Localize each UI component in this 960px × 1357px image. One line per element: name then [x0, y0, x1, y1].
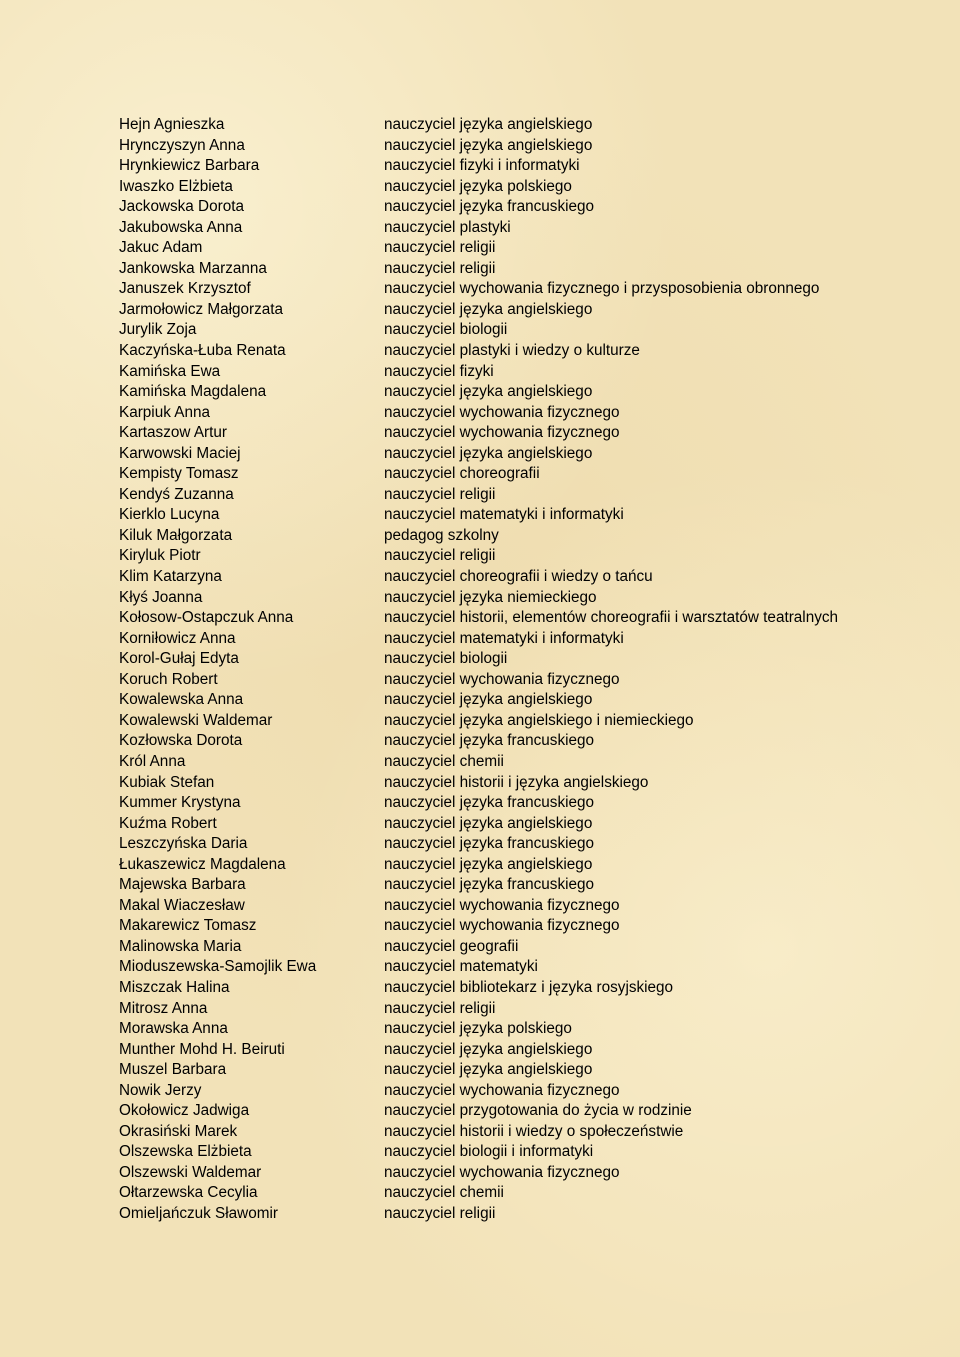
staff-name: Jakubowska Anna: [119, 218, 243, 236]
staff-row: [0, 916, 960, 937]
staff-name: Olszewski Waldemar: [119, 1163, 262, 1181]
staff-role: nauczyciel języka angielskiego: [384, 116, 593, 133]
staff-name: Kowalewska Anna: [119, 691, 244, 709]
staff-role: nauczyciel religii: [384, 547, 496, 565]
staff-row: [0, 1183, 960, 1204]
staff-row: [0, 403, 960, 424]
staff-role: nauczyciel chemii: [384, 752, 504, 770]
staff-role: nauczyciel języka angielskiego: [384, 855, 593, 873]
staff-name: Iwaszko Elżbieta: [119, 177, 233, 195]
staff-name: Jankowska Marzanna: [119, 259, 267, 277]
staff-name: Karpiuk Anna: [119, 403, 210, 421]
staff-name: Jurylik Zoja: [119, 321, 197, 339]
staff-name: Morawska Anna: [119, 1020, 228, 1038]
staff-role: nauczyciel języka francuskiego: [384, 876, 595, 894]
staff-role: nauczyciel języka polskiego: [384, 177, 572, 195]
staff-row: [0, 115, 960, 136]
staff-row: [0, 957, 960, 978]
staff-name: Hrynkiewicz Barbara: [119, 157, 260, 175]
staff-row: [0, 793, 960, 814]
staff-role: nauczyciel matematyki i informatyki: [384, 506, 624, 524]
staff-row: [0, 731, 960, 752]
staff-name: Kiryluk Piotr: [119, 547, 201, 565]
staff-row: [0, 567, 960, 588]
staff-role: nauczyciel religii: [384, 259, 496, 277]
staff-row: [0, 1163, 960, 1184]
staff-name: Kummer Krystyna: [119, 794, 241, 812]
staff-row: [0, 875, 960, 896]
staff-role: nauczyciel historii, elementów choreografii i warsztatów teatralnych: [384, 609, 839, 627]
staff-role: nauczyciel wychowania fizycznego: [384, 670, 620, 688]
staff-role: nauczyciel geografii: [384, 937, 519, 955]
staff-name: Kłyś Joanna: [119, 588, 203, 606]
staff-role: nauczyciel biologii: [384, 650, 508, 668]
staff-name: Kierklo Lucyna: [119, 506, 220, 524]
staff-row: [0, 444, 960, 465]
staff-row: [0, 136, 960, 157]
staff-role: nauczyciel historii i języka angielskiego: [384, 773, 649, 791]
staff-role: nauczyciel języka francuskiego: [384, 794, 595, 812]
staff-role: nauczyciel historii i wiedzy o społeczeństwie: [384, 1122, 684, 1140]
staff-name: Kuźma Robert: [119, 814, 217, 832]
staff-row: [0, 1142, 960, 1163]
staff-row: [0, 773, 960, 794]
staff-role: nauczyciel wychowania fizycznego: [384, 896, 620, 914]
staff-row: [0, 279, 960, 300]
staff-name: Król Anna: [119, 752, 186, 770]
staff-role: nauczyciel religii: [384, 999, 496, 1017]
staff-name: Kiluk Małgorzata: [119, 526, 233, 544]
staff-role: nauczyciel języka angielskiego: [384, 383, 593, 401]
staff-role: nauczyciel przygotowania do życia w rodzinie: [384, 1102, 692, 1120]
staff-role: nauczyciel języka angielskiego: [384, 814, 593, 832]
staff-name: Kubiak Stefan: [119, 773, 215, 791]
staff-role: nauczyciel wychowania fizycznego: [384, 403, 620, 421]
staff-role: nauczyciel religii: [384, 485, 496, 503]
staff-role: nauczyciel języka francuskiego: [384, 198, 595, 216]
staff-role: nauczyciel języka polskiego: [384, 1020, 572, 1038]
staff-name: Omieljańczuk Sławomir: [119, 1204, 278, 1222]
staff-role: nauczyciel wychowania fizycznego i przysposobienia obronnego: [384, 280, 820, 298]
staff-row: [0, 259, 960, 280]
staff-name: Makarewicz Tomasz: [119, 917, 257, 935]
staff-name: Mitrosz Anna: [119, 999, 208, 1017]
staff-name: Munther Mohd H. Beiruti: [119, 1040, 285, 1058]
staff-row: [0, 937, 960, 958]
staff-row: [0, 1081, 960, 1102]
staff-name: Mioduszewska-Samojlik Ewa: [119, 958, 317, 976]
staff-name: Muszel Barbara: [119, 1061, 227, 1079]
staff-name: Kamińska Magdalena: [119, 383, 267, 401]
staff-name: Hrynczyszyn Anna: [119, 136, 245, 154]
staff-name: Jarmołowicz Małgorzata: [119, 300, 284, 318]
staff-row: [0, 362, 960, 383]
staff-row: [0, 485, 960, 506]
staff-role: nauczyciel matematyki: [384, 958, 538, 976]
staff-role: nauczyciel matematyki i informatyki: [384, 629, 624, 647]
staff-role: nauczyciel religii: [384, 1204, 496, 1222]
staff-role: nauczyciel wychowania fizycznego: [384, 1163, 620, 1181]
staff-role: nauczyciel języka angielskiego: [384, 1040, 593, 1058]
staff-row: [0, 834, 960, 855]
staff-name: Korol-Gułaj Edyta: [119, 650, 239, 668]
staff-row: [0, 978, 960, 999]
staff-name: Hejn Agnieszka: [119, 116, 225, 133]
staff-role: nauczyciel języka francuskiego: [384, 732, 595, 750]
staff-row: [0, 1122, 960, 1143]
staff-row: [0, 711, 960, 732]
staff-row: [0, 197, 960, 218]
staff-name: Olszewska Elżbieta: [119, 1143, 252, 1161]
staff-name: Jakuc Adam: [119, 239, 203, 257]
staff-row: [0, 300, 960, 321]
staff-row: [0, 999, 960, 1020]
staff-name: Kempisty Tomasz: [119, 465, 239, 483]
staff-role: nauczyciel biologii: [384, 321, 508, 339]
staff-name: Kendyś Zuzanna: [119, 485, 234, 503]
staff-row: [0, 670, 960, 691]
staff-role: nauczyciel fizyki: [384, 362, 494, 380]
staff-role: nauczyciel języka angielskiego: [384, 691, 593, 709]
staff-role: nauczyciel wychowania fizycznego: [384, 917, 620, 935]
staff-row: [0, 320, 960, 341]
staff-name: Nowik Jerzy: [119, 1081, 202, 1099]
staff-name: Januszek Krzysztof: [119, 280, 251, 298]
staff-name: Korniłowicz Anna: [119, 629, 236, 647]
staff-role: nauczyciel wychowania fizycznego: [384, 424, 620, 442]
staff-name: Okołowicz Jadwiga: [119, 1102, 250, 1120]
staff-row: [0, 1101, 960, 1122]
staff-row: [0, 608, 960, 629]
staff-role: nauczyciel języka angielskiego i niemieckiego: [384, 711, 694, 729]
staff-name: Malinowska Maria: [119, 937, 242, 955]
staff-name: Okrasiński Marek: [119, 1122, 238, 1140]
staff-role: pedagog szkolny: [384, 526, 499, 544]
staff-name: Miszczak Halina: [119, 978, 230, 996]
staff-row: [0, 177, 960, 198]
staff-row: [0, 1060, 960, 1081]
staff-role: nauczyciel wychowania fizycznego: [384, 1081, 620, 1099]
staff-name: Kozłowska Dorota: [119, 732, 243, 750]
staff-role: nauczyciel plastyki i wiedzy o kulturze: [384, 342, 640, 360]
staff-role: nauczyciel biologii i informatyki: [384, 1143, 594, 1161]
staff-role: nauczyciel choreografii i wiedzy o tańcu: [384, 568, 653, 586]
staff-row: [0, 156, 960, 177]
staff-row: [0, 752, 960, 773]
staff-row: [0, 1040, 960, 1061]
staff-row: [0, 588, 960, 609]
staff-role: nauczyciel języka niemieckiego: [384, 588, 597, 606]
staff-name: Ołtarzewska Cecylia: [119, 1184, 258, 1202]
staff-role: nauczyciel choreografii: [384, 465, 540, 483]
staff-role: nauczyciel języka francuskiego: [384, 835, 595, 853]
staff-row: [0, 526, 960, 547]
staff-name: Kołosow-Ostapczuk Anna: [119, 609, 294, 627]
staff-role: nauczyciel języka angielskiego: [384, 444, 593, 462]
staff-row: [0, 546, 960, 567]
staff-name: Kaczyńska-Łuba Renata: [119, 342, 286, 360]
staff-name: Kartaszow Artur: [119, 424, 227, 442]
staff-row: [0, 649, 960, 670]
staff-row: [0, 690, 960, 711]
staff-row: [0, 1019, 960, 1040]
staff-row: [0, 505, 960, 526]
staff-row: [0, 814, 960, 835]
staff-row: [0, 629, 960, 650]
staff-name: Jackowska Dorota: [119, 198, 244, 216]
staff-role: nauczyciel bibliotekarz i języka rosyjskiego: [384, 978, 674, 996]
staff-role: nauczyciel religii: [384, 239, 496, 257]
staff-row: [0, 855, 960, 876]
staff-name: Łukaszewicz Magdalena: [119, 855, 286, 873]
staff-row: [0, 423, 960, 444]
staff-role: nauczyciel fizyki i informatyki: [384, 157, 580, 175]
staff-name: Karwowski Maciej: [119, 444, 241, 462]
staff-role: nauczyciel chemii: [384, 1184, 504, 1202]
staff-name: Majewska Barbara: [119, 876, 246, 894]
staff-role: nauczyciel języka angielskiego: [384, 1061, 593, 1079]
staff-row: [0, 464, 960, 485]
staff-role: nauczyciel języka angielskiego: [384, 300, 593, 318]
staff-list: [0, 115, 960, 1225]
staff-row: [0, 238, 960, 259]
staff-name: Leszczyńska Daria: [119, 835, 248, 853]
staff-row: [0, 1204, 960, 1225]
staff-row: [0, 218, 960, 239]
staff-name: Kamińska Ewa: [119, 362, 221, 380]
staff-role: nauczyciel języka angielskiego: [384, 136, 593, 154]
staff-name: Kowalewski Waldemar: [119, 711, 273, 729]
staff-row: [0, 341, 960, 362]
staff-name: Koruch Robert: [119, 670, 218, 688]
staff-row: [0, 896, 960, 917]
staff-name: Klim Katarzyna: [119, 568, 222, 586]
staff-row: [0, 382, 960, 403]
staff-name: Makal Wiaczesław: [119, 896, 245, 914]
staff-role: nauczyciel plastyki: [384, 218, 511, 236]
